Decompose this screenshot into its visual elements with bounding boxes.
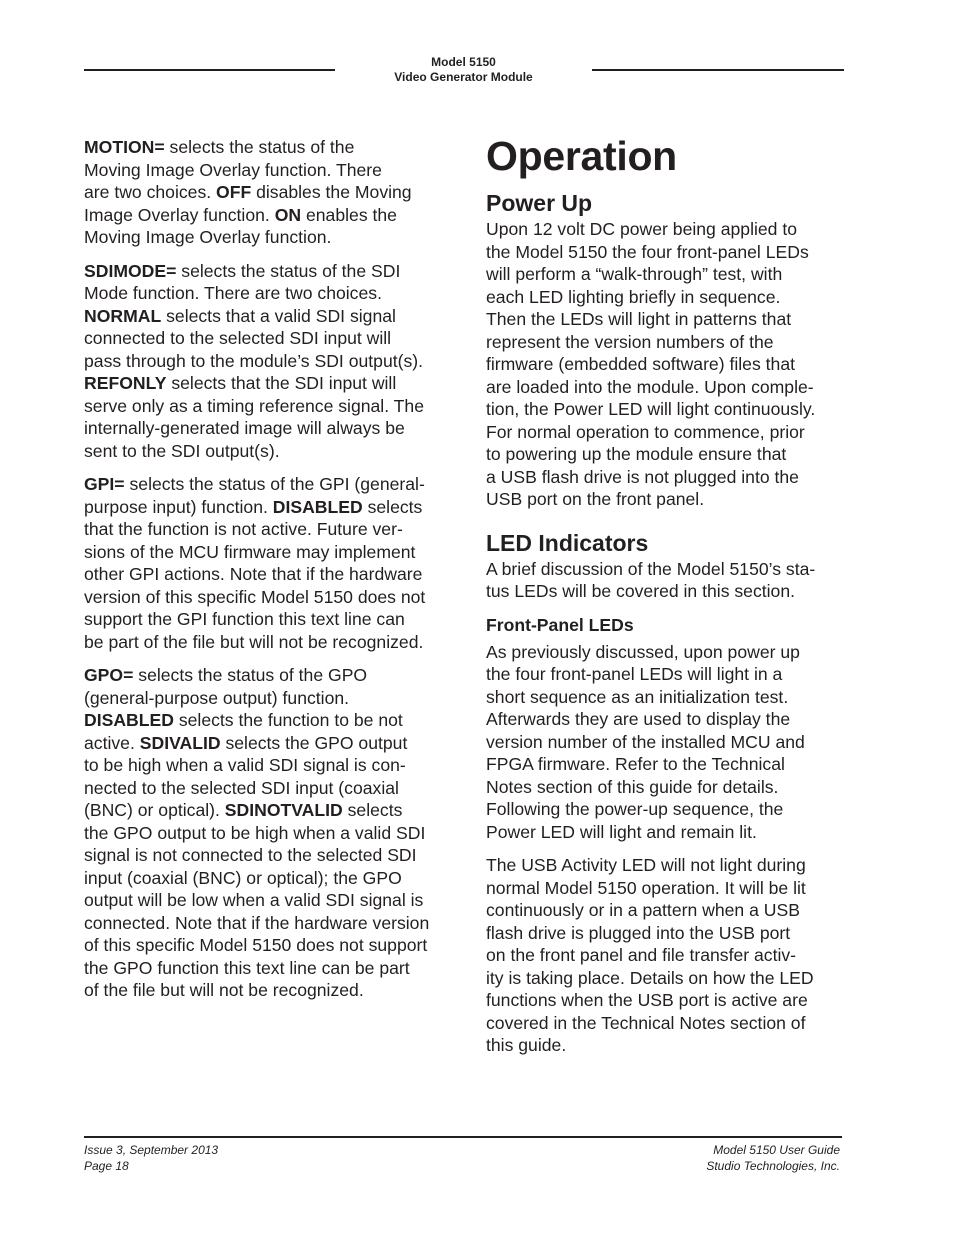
- section-title: Operation: [486, 133, 677, 179]
- sdimode-paragraph: SDIMODE= selects the status of the SDI Mode function. There are two choices. NORMAL selects that a valid SDI signal connected to the selected SDI input will pass through to the module’s SDI output(s). REFONLY selects that the SDI input will serve only as a timing reference signal. The internally-generated image will always be sent to the SDI output(s).: [84, 260, 424, 461]
- footer-rule: [84, 1136, 842, 1138]
- header-model: Model 5150: [431, 55, 496, 69]
- footer-right: [706, 1143, 840, 1174]
- led-indicators-heading: LED Indicators: [486, 529, 649, 556]
- gpo-paragraph: GPO= selects the status of the GPO (general-purpose output) function. DISABLED selects the function to be not active. SDIVALID selects the GPO output to be high when a valid SDI signal is con- nected to the selected SDI input (coaxial (BNC) or optical). SDINOTVALID selects the GPO output to be high when a valid SDI signal is not connected to the selected SDI input (coaxial (BNC) or optical); the GPO output will be low when a valid SDI signal is connected. Note that if the hardware version of this specific Model 5150 does not support the GPO function this text line can be part of the file but will not be recognized.: [84, 665, 430, 1000]
- front-panel-leds-heading: Front-Panel LEDs: [486, 614, 634, 635]
- footer-guide-title: Model 5150 User Guide: [713, 1143, 840, 1157]
- led-indicators-paragraph: A brief discussion of the Model 5150’s sta- tus LEDs will be covered in this section.: [486, 558, 816, 601]
- motion-paragraph: MOTION= selects the status of the Moving Image Overlay function. There are two choices. OFF disables the Moving Image Overlay function. ON enables the Moving Image Overlay function.: [84, 137, 412, 247]
- running-header: [335, 55, 592, 85]
- header-rule-left: [84, 69, 335, 71]
- header-product: Video Generator Module: [394, 70, 533, 84]
- footer-page-number: Page 18: [84, 1158, 129, 1173]
- front-panel-paragraph-2: The USB Activity LED will not light during normal Model 5150 operation. It will be lit continuously or in a pattern when a USB flash drive is plugged into the USB port on the front panel and file transfer activ- ity is taking place. Details on how the LED functions when the USB port is active are covered in the Technical Notes section of this guide.: [486, 855, 814, 1055]
- front-panel-paragraph-1: As previously discussed, upon power up the four front-panel LEDs will light in a short sequence as an initialization test. Afterwards they are used to display the version number of the installed MCU and FPGA firmware. Refer to the Technical Notes section of this guide for details. Following the power-up sequence, the Power LED will light and remain lit.: [486, 641, 805, 842]
- footer-issue: Issue 3, September 2013: [84, 1143, 219, 1157]
- footer-company: Studio Technologies, Inc.: [706, 1158, 840, 1173]
- footer-left: [84, 1143, 218, 1174]
- gpi-paragraph: GPI= selects the status of the GPI (general- purpose input) function. DISABLED selects that the function is not active. Future ver- sions of the MCU firmware may implement other GPI actions. Note that if the hardware version of this specific Model 5150 does not support the GPI function this text line can be part of the file but will not be recognized.: [84, 474, 426, 652]
- header-rule-right: [592, 69, 844, 71]
- power-up-heading: Power Up: [486, 190, 593, 216]
- power-up-paragraph: Upon 12 volt DC power being applied to the Model 5150 the four front-panel LEDs will perform a “walk-through” test, with each LED lighting briefly in sequence. Then the LEDs will light in patterns that represent the version numbers of the firmware (embedded software) files that are loaded into the module. Upon comple- tion, the Power LED will light continuously. For normal operation to commence, prior to powering up the module ensure that a USB flash drive is not plugged into the USB port on the front panel.: [486, 219, 816, 509]
- left-column: [84, 136, 456, 1013]
- right-column: [486, 130, 846, 1068]
